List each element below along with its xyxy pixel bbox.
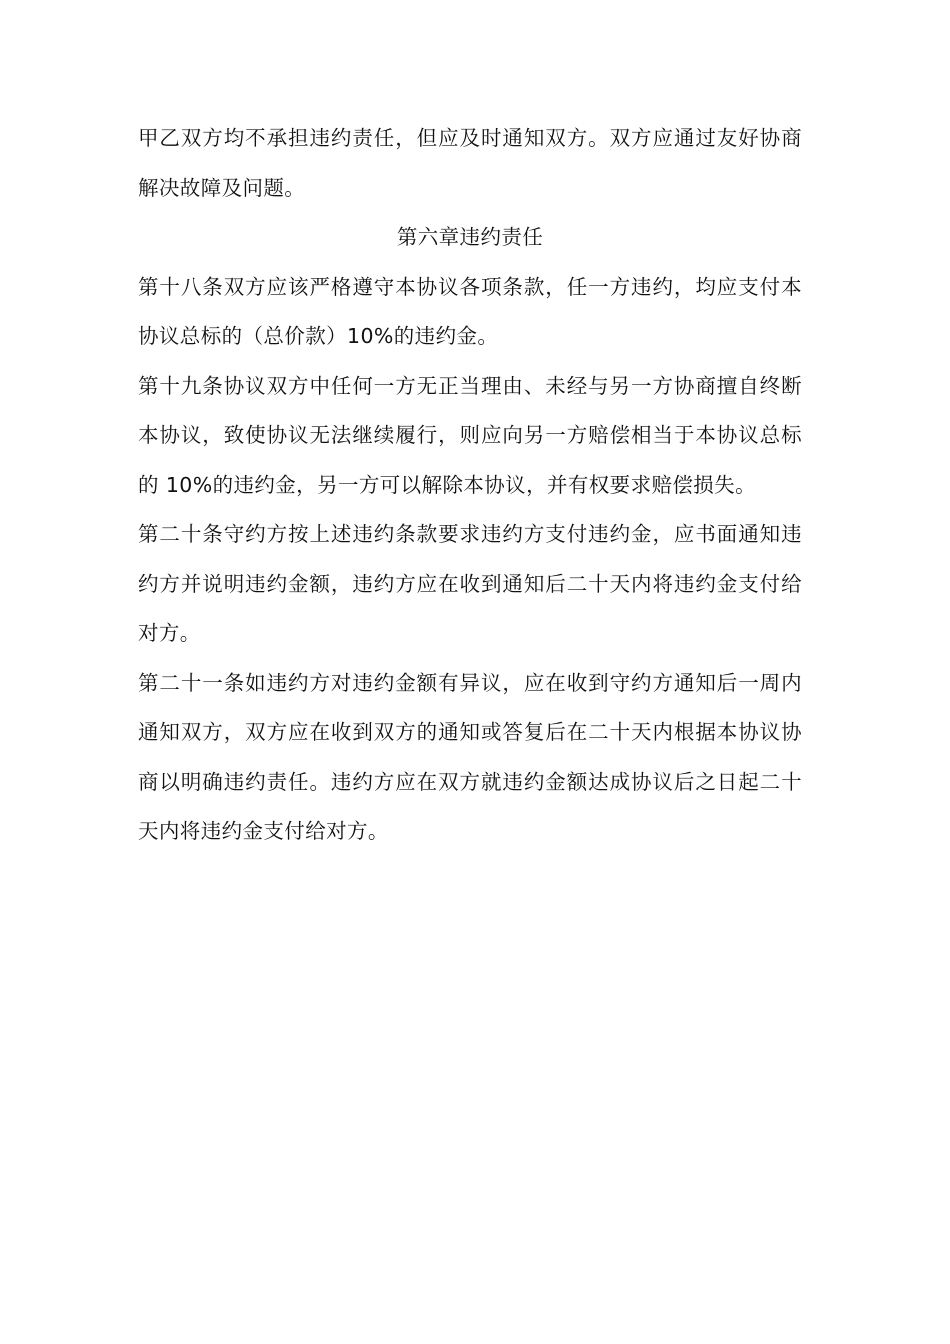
article-19: 第十九条协议双方中任何一方无正当理由、未经与另一方协商擅自终断本协议，致使协议无法继续履行，则应向另一方赔偿相当于本协议总标的 10%的违约金，另一方可以解除本协议，并有权要求赔偿损失。 xyxy=(138,373,802,497)
paragraph-continuation: 甲乙双方均不承担违约责任，但应及时通知双方。双方应通过友好协商解决故障及问题。 xyxy=(138,126,802,200)
document-page xyxy=(138,114,802,857)
article-18: 第十八条双方应该严格遵守本协议各项条款，任一方违约，均应支付本协议总标的（总价款）10%的违约金。 xyxy=(138,274,802,348)
chapter-title: 第六章违约责任 xyxy=(396,225,544,249)
article-21: 第二十一条如违约方对违约金额有异议，应在收到守约方通知后一周内通知双方，双方应在收到双方的通知或答复后在二十天内根据本协议协商以明确违约责任。违约方应在双方就违约金额达成协议后之日起二十天内将违约金支付给对方。 xyxy=(138,670,802,843)
article-20: 第二十条守约方按上述违约条款要求违约方支付违约金，应书面通知违约方并说明违约金额，违约方应在收到通知后二十天内将违约金支付给对方。 xyxy=(138,522,802,645)
